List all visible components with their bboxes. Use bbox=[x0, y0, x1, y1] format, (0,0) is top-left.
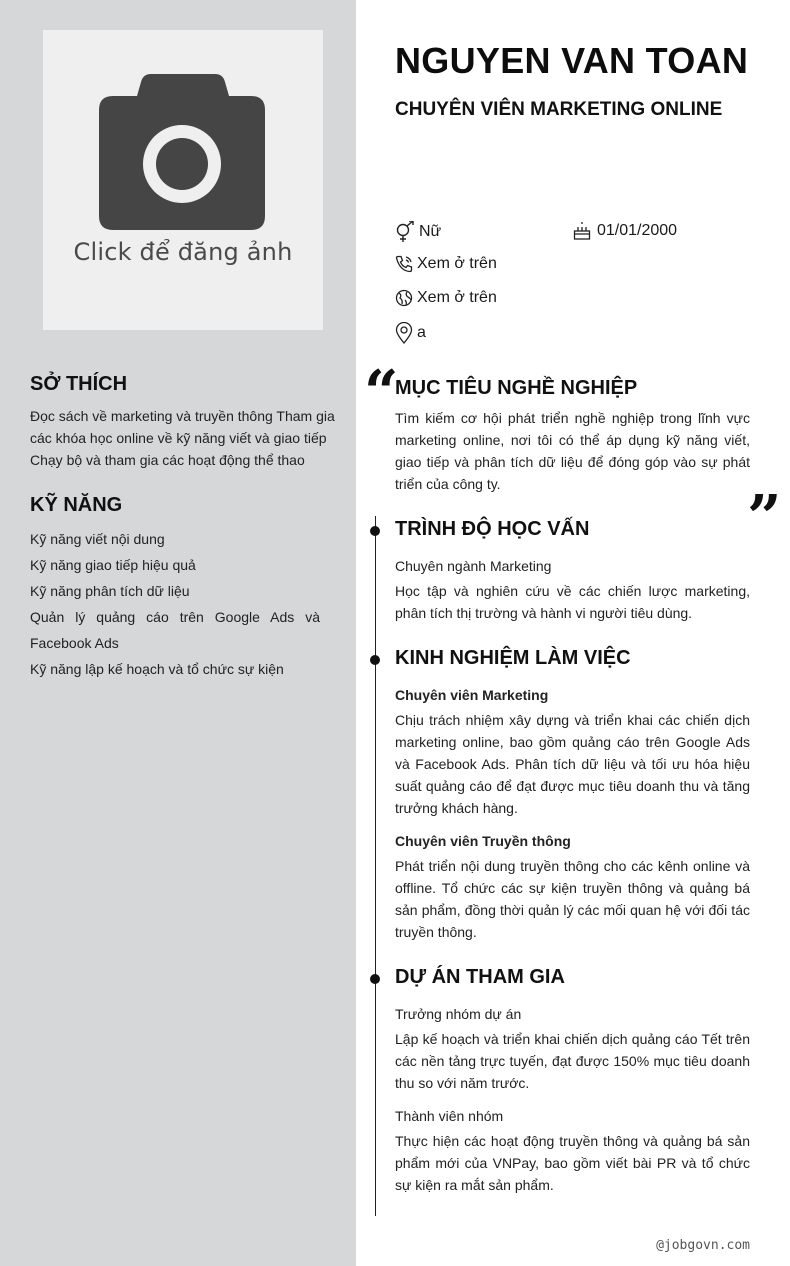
cake-icon bbox=[573, 221, 591, 241]
birthday-value: 01/01/2000 bbox=[597, 222, 678, 239]
education-text: Học tập và nghiên cứu về các chiến lược marketing, phân tích thị trường và hành vi người tiêu dùng. bbox=[395, 583, 750, 621]
timeline-dot bbox=[370, 655, 380, 665]
location-pin-icon bbox=[395, 322, 413, 344]
project-role: Trưởng nhóm dự án bbox=[395, 1006, 522, 1022]
info-website bbox=[395, 289, 497, 307]
list-item: Kỹ năng giao tiếp hiệu quả bbox=[30, 557, 196, 573]
list-item: Kỹ năng lập kế hoạch và tổ chức sự kiện bbox=[30, 661, 284, 677]
list-item: Kỹ năng viết nội dung bbox=[30, 531, 165, 547]
experience-heading: KINH NGHIỆM LÀM VIỆC bbox=[395, 647, 631, 669]
timeline-dot bbox=[370, 974, 380, 984]
info-gender bbox=[395, 221, 441, 243]
project-text: Thực hiện các hoạt động truyền thông và quảng bá sản phẩm mới của VNPay, bao gồm viết bài PR và tổ chức sự kiện ra mắt sản phẩm. bbox=[395, 1133, 750, 1193]
projects-heading: DỰ ÁN THAM GIA bbox=[395, 966, 565, 988]
website-value: Xem ở trên bbox=[417, 289, 497, 306]
open-quote-icon: “ bbox=[364, 358, 399, 428]
education-heading: TRÌNH ĐỘ HỌC VẤN bbox=[395, 518, 590, 540]
experience-role: Chuyên viên Marketing bbox=[395, 687, 549, 703]
list-item: Kỹ năng phân tích dữ liệu bbox=[30, 583, 190, 599]
phone-value: Xem ở trên bbox=[417, 255, 497, 272]
info-address bbox=[395, 322, 426, 344]
info-birthday bbox=[573, 221, 677, 241]
experience-role: Chuyên viên Truyền thông bbox=[395, 833, 571, 849]
gender-value: Nữ bbox=[419, 223, 442, 240]
experience-text: Chịu trách nhiệm xây dựng và triển khai các chiến dịch marketing online, bao gồm quảng cáo trên Google Ads và Facebook Ads. Phân tích dữ liệu và tối ưu hóa hiệu suất quảng cáo để đạt được mục tiêu doanh thu và tăng trưởng khách hàng. bbox=[395, 712, 750, 816]
education-major: Chuyên ngành Marketing bbox=[395, 558, 552, 574]
close-quote-icon: ” bbox=[747, 483, 782, 553]
photo-caption: Click để đăng ảnh bbox=[73, 238, 293, 266]
project-text: Lập kế hoạch và triển khai chiến dịch quảng cáo Tết trên các nền tảng trực tuyến, đạt được 150% mục tiêu doanh thu so với năm trước. bbox=[395, 1031, 750, 1091]
address-value: a bbox=[417, 324, 426, 341]
hobbies-text: Đọc sách về marketing và truyền thông Tham gia các khóa học online về kỹ năng viết và giao tiếp Chạy bộ và tham gia các hoạt động thể thao bbox=[30, 408, 335, 468]
timeline-dot bbox=[370, 526, 380, 536]
experience-text: Phát triển nội dung truyền thông cho các kênh online và offline. Tổ chức các sự kiện truyền thông và quảng bá sản phẩm, đồng thời quản lý các mối quan hệ với đối tác truyền thông. bbox=[395, 858, 750, 940]
photo-upload[interactable] bbox=[43, 30, 323, 330]
skills-heading: KỸ NĂNG bbox=[30, 494, 123, 516]
hobbies-heading: SỞ THÍCH bbox=[30, 373, 128, 395]
objective-heading: MỤC TIÊU NGHỀ NGHIỆP bbox=[395, 377, 638, 399]
camera-icon bbox=[99, 74, 267, 234]
project-role: Thành viên nhóm bbox=[395, 1108, 504, 1124]
objective-text: Tìm kiếm cơ hội phát triển nghề nghiệp trong lĩnh vực marketing online, nơi tôi có thể áp dụng kỹ năng viết, giao tiếp và phân tích dữ liệu để đóng góp vào sự phát triển của công ty. bbox=[395, 410, 750, 492]
phone-icon bbox=[395, 255, 413, 273]
full-name: NGUYEN VAN TOAN bbox=[395, 40, 749, 81]
job-title: CHUYÊN VIÊN MARKETING ONLINE bbox=[395, 99, 723, 120]
list-item: Quản lý quảng cáo trên Google Ads và Facebook Ads bbox=[30, 609, 320, 651]
info-phone bbox=[395, 255, 497, 273]
skills-list bbox=[30, 526, 320, 682]
globe-icon bbox=[395, 289, 413, 307]
footer-credit: @jobgovn.com bbox=[656, 1238, 750, 1253]
gender-icon bbox=[395, 221, 415, 243]
timeline-line bbox=[375, 516, 376, 1216]
